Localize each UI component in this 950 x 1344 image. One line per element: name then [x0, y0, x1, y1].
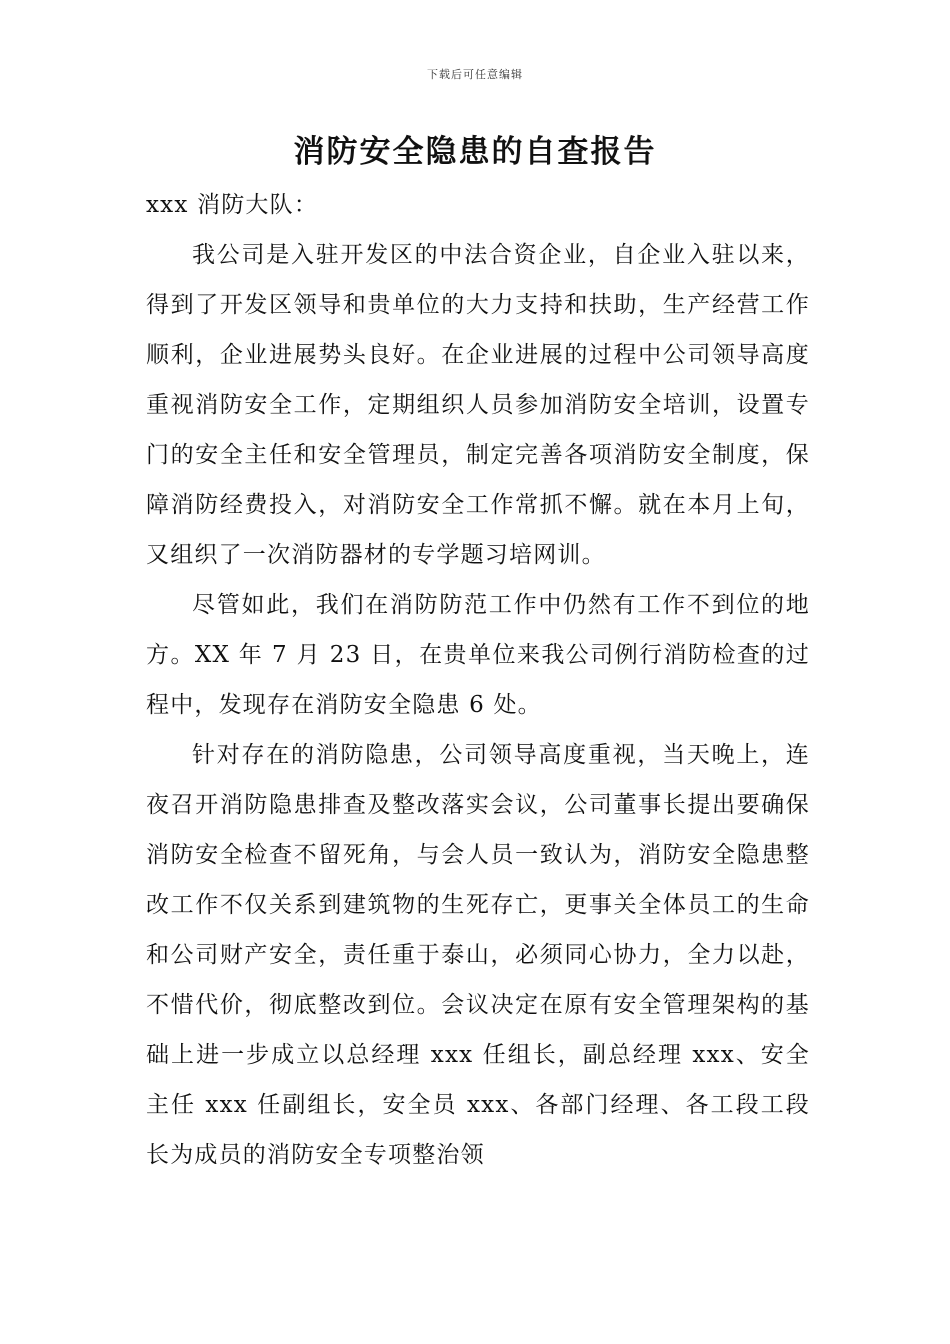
document-body — [146, 180, 810, 1180]
body-paragraph: 尽管如此，我们在消防防范工作中仍然有工作不到位的地方。XX 年 7 月 23 日，在贵单位来我公司例行消防检查的过程中，发现存在消防安全隐患 6 处。 — [146, 592, 810, 718]
body-paragraph: 我公司是入驻开发区的中法合资企业，自企业入驻以来，得到了开发区领导和贵单位的大力支持和扶助，生产经营工作顺利，企业进展势头良好。在企业进展的过程中公司领导高度重视消防安全工作，定期组织人员参加消防安全培训，设置专门的安全主任和安全管理员，制定完善各项消防安全制度，保障消防经费投入，对消防安全工作常抓不懈。就在本月上旬，又组织了一次消防器材的专学题习培网训。 — [146, 242, 810, 568]
document-title: 消防安全隐患的自查报告 — [293, 134, 657, 170]
body-paragraph: 针对存在的消防隐患，公司领导高度重视，当天晚上，连夜召开消防隐患排查及整改落实会议，公司董事长提出要确保消防安全检查不留死角，与会人员一致认为，消防安全隐患整改工作不仅关系到建筑物的生死存亡，更事关全体员工的生命和公司财产安全，责任重于泰山，必须同心协力，全力以赴，不惜代价，彻底整改到位。会议决定在原有安全管理架构的基础上进一步成立以总经理 xxx 任组长，副总经理 xxx、安全主任 xxx 任副组长，安全员 xxx、各部门经理、各工段工段长为成员的消防安全专项整治领 — [146, 742, 810, 1168]
salutation: xxx 消防大队： — [146, 192, 319, 218]
header-note: 下载后可任意编辑 — [427, 68, 523, 81]
